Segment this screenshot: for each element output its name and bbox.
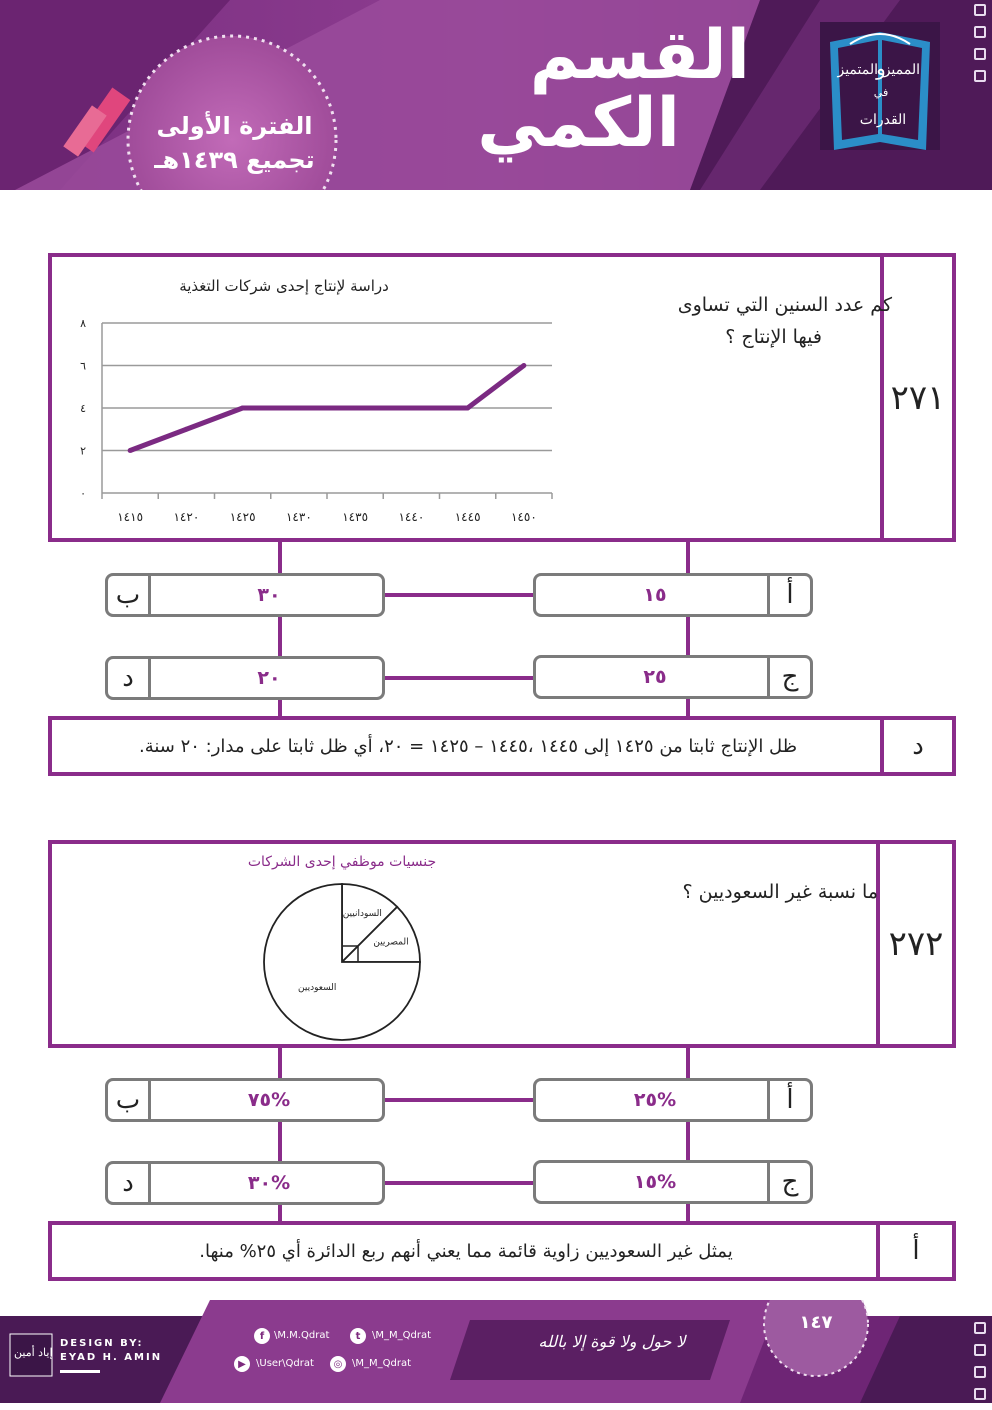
connector-line: [686, 1122, 690, 1162]
page-number: ١٤٧: [799, 1312, 833, 1333]
pie-label: السعوديين: [298, 982, 337, 993]
logo-text-1: المميز: [883, 62, 920, 78]
facebook-icon[interactable]: f: [254, 1328, 270, 1344]
designer-name: EYAD H. AMIN: [60, 1352, 163, 1363]
data-point: [128, 448, 133, 453]
pie-label: المصريين: [373, 937, 409, 948]
x-tick-label: ١٤٤٠: [398, 510, 425, 524]
logo-text-2: في: [873, 86, 889, 99]
connector-line: [686, 617, 690, 658]
header-title-line1: القسم: [529, 16, 750, 95]
x-tick-label: ١٤٣٠: [285, 510, 312, 524]
question-text: ما نسبة غير السعوديين ؟: [682, 881, 878, 903]
nationality-pie-chart: [242, 872, 442, 1052]
answer-option-a[interactable]: [533, 573, 813, 617]
option-letter: ب: [108, 1081, 151, 1119]
data-point: [465, 406, 470, 411]
connector-line: [384, 1098, 534, 1102]
solution-271: [48, 716, 956, 776]
option-value: ٢٠: [257, 667, 281, 689]
x-tick-label: ١٤٤٥: [454, 510, 481, 524]
twitter-icon[interactable]: t: [350, 1328, 366, 1344]
question-line-2: فيها الإنتاج ؟: [725, 326, 822, 348]
option-letter: ج: [767, 1163, 810, 1201]
answer-option-c[interactable]: [533, 1160, 813, 1204]
decor-square: [974, 1322, 986, 1334]
side-decoration: [974, 1322, 990, 1410]
question-number: ٢٧١: [880, 257, 952, 538]
solution-272: [48, 1221, 956, 1281]
answer-option-c[interactable]: [533, 655, 813, 699]
twitter-handle[interactable]: \M_M_Qdrat: [372, 1330, 432, 1341]
answer-option-d[interactable]: [105, 656, 385, 700]
option-letter: ب: [108, 576, 151, 614]
option-letter: أ: [767, 576, 810, 614]
data-point: [353, 406, 358, 411]
solution-text: ظل الإنتاج ثابتا من ١٤٢٥ إلى ١٤٤٥ ،١٤٤٥ – ١٤٢٥ = ٢٠، أي ظل ثابتا على مدار: ٢٠ سنة.: [138, 735, 798, 757]
chart-title: جنسيات موظفي إحدى الشركات: [247, 854, 437, 870]
page-header: [0, 0, 992, 190]
y-tick-label: ٢: [80, 444, 86, 458]
logo-text-5: المتميز: [837, 62, 878, 78]
side-decoration: [974, 4, 990, 92]
data-point: [409, 406, 414, 411]
x-tick-label: ١٤٣٥: [342, 510, 369, 524]
decor-square: [974, 48, 986, 60]
chart-title: دراسة لإنتاج إحدى شركات التغذية: [179, 277, 389, 295]
data-point: [240, 406, 245, 411]
logo-text-4: و: [876, 56, 886, 80]
decor-square: [974, 70, 986, 82]
logo: [820, 22, 940, 150]
y-tick-label: ٤: [80, 402, 86, 415]
y-tick-label: ٠: [80, 487, 86, 500]
question-number: ٢٧٢: [876, 844, 952, 1044]
x-tick-label: ١٤١٥: [117, 510, 144, 524]
answer-option-b[interactable]: [105, 1078, 385, 1122]
solution-letter: أ: [876, 1225, 952, 1277]
connector-line: [384, 593, 534, 597]
connector-line: [384, 1181, 534, 1185]
question-272-box: [48, 840, 956, 1048]
header-title-line2: الكمي: [477, 84, 680, 163]
facebook-handle[interactable]: \M.M.Qdrat: [274, 1330, 330, 1341]
solution-text: يمثل غير السعوديين زاوية قائمة مما يعني أنهم ربع الدائرة أي ٢٥% منها.: [199, 1240, 733, 1262]
decor-square: [974, 1344, 986, 1356]
y-tick-label: ٦: [80, 359, 86, 373]
option-letter: ج: [767, 658, 810, 696]
decor-square: [974, 4, 986, 16]
connector-line: [278, 541, 282, 575]
x-tick-label: ١٤٥٠: [510, 510, 537, 524]
question-line-1: كم عدد السنين التي تساوى: [677, 294, 892, 316]
connector-line: [278, 1122, 282, 1162]
option-letter: أ: [767, 1081, 810, 1119]
data-point: [296, 406, 301, 411]
answer-option-b[interactable]: [105, 573, 385, 617]
data-point: [521, 363, 526, 368]
data-point: [184, 427, 189, 432]
design-by-label: DESIGN BY:: [60, 1338, 144, 1349]
x-tick-label: ١٤٢٠: [173, 510, 200, 524]
connector-line: [278, 1046, 282, 1080]
option-value: ٢٥: [643, 666, 667, 688]
connector-line: [686, 541, 690, 575]
connector-line: [278, 617, 282, 658]
connector-line: [686, 1046, 690, 1080]
youtube-icon[interactable]: ▶: [234, 1356, 250, 1372]
production-line-chart: [62, 301, 582, 541]
motto-calligraphy: لا حول ولا قوة إلا بالله: [538, 1332, 686, 1351]
instagram-handle[interactable]: \M_M_Qdrat: [352, 1358, 412, 1369]
question-text: [572, 289, 892, 353]
x-tick-label: ١٤٢٥: [229, 510, 256, 524]
answer-option-d[interactable]: [105, 1161, 385, 1205]
connector-line: [384, 676, 534, 680]
question-271-box: [48, 253, 956, 542]
instagram-icon[interactable]: ◎: [330, 1356, 346, 1372]
option-value: ٧٥%: [247, 1089, 291, 1111]
period-label: الفترة الأولى: [156, 112, 313, 140]
option-value: ٣٠%: [247, 1172, 291, 1194]
decor-square: [974, 26, 986, 38]
option-letter: د: [108, 659, 151, 697]
y-tick-label: ٨: [80, 317, 86, 330]
pie-label: السودانيين: [342, 908, 382, 919]
answer-option-a[interactable]: [533, 1078, 813, 1122]
decor-square: [974, 1366, 986, 1378]
option-value: ٢٥%: [633, 1089, 677, 1111]
designer-signature: إياد أمين: [14, 1346, 53, 1359]
solution-letter: د: [880, 720, 952, 772]
option-value: ٣٠: [257, 584, 281, 606]
logo-text-3: القدرات: [859, 112, 907, 128]
decor-square: [974, 1388, 986, 1400]
option-value: ١٥: [643, 584, 667, 606]
option-letter: د: [108, 1164, 151, 1202]
option-value: ١٥%: [633, 1171, 677, 1193]
youtube-handle[interactable]: \User\Qdrat: [256, 1358, 314, 1369]
collection-label: تجميع ١٤٣٩هـ: [154, 146, 315, 174]
